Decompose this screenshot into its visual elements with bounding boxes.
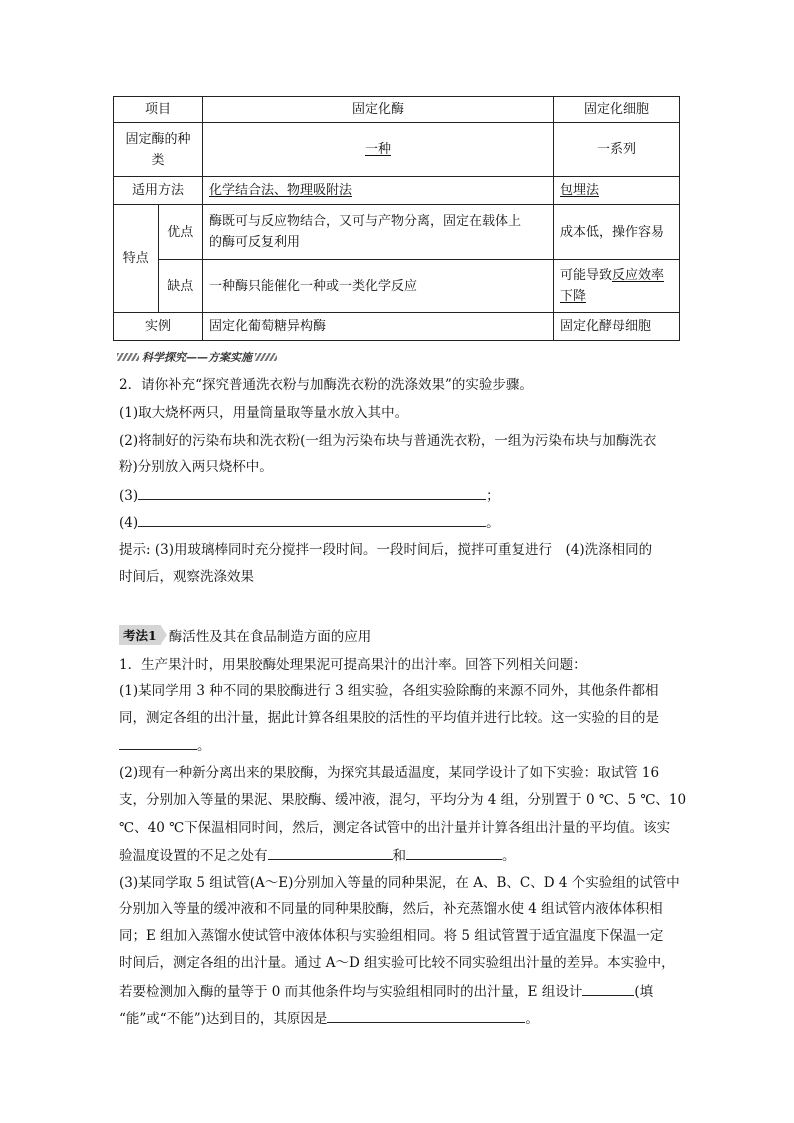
q1-part2: 支，分别加入等量的果泥、果胶酶、缓冲液，混匀，平均分为 4 组，分别置于 0 ℃、5 ℃、10 xyxy=(119,792,687,808)
types-cell: 一系列 xyxy=(554,123,680,177)
q1-part3: 分别加入等量的缓冲液和不同量的同种果胶酶，然后，补充蒸馏水使 4 组试管内液体体积相 xyxy=(119,901,663,917)
q1-part3: 时间后，测定各组的出汁量。通过 A～D 组实验可比较不同实验组出汁量的差异。本实验中， xyxy=(119,955,675,971)
types-enzyme xyxy=(203,123,554,177)
q1-part1: 同，测定各组的出汁量，据此计算各组果胶的活性的平均值并进行比较。这一实验的目的是 xyxy=(119,710,659,726)
decorative-slashes-icon xyxy=(117,353,139,361)
decorative-slashes-icon xyxy=(255,353,277,361)
q1-part3 xyxy=(119,981,653,1002)
q1-part1-end: 。 xyxy=(197,738,211,754)
pros-label: 优点 xyxy=(158,205,203,260)
header-cell: 固定化细胞 xyxy=(554,97,680,123)
q2-hint: 提示: (3)用玻璃棒同时充分搅拌一段时间。一段时间后，搅拌可重复进行 (4)洗涤相同的 xyxy=(119,542,653,558)
section-banner xyxy=(117,349,277,365)
table-row xyxy=(114,123,680,177)
header-item: 项目 xyxy=(114,97,203,123)
q1-part2 xyxy=(119,845,516,866)
q1-part2-prefix: 验温度设置的不足之处有 xyxy=(119,848,268,864)
q2-hint: 时间后，观察洗涤效果 xyxy=(119,569,254,585)
q1-part3-prefix: 若要检测加入酶的量等于 0 而其他条件均与实验组相同时的出汁量，E 组设计 xyxy=(119,984,583,1000)
q1-part2-mid: 和 xyxy=(392,848,406,864)
q2-step2: 粉)分别放入两只烧杯中。 xyxy=(119,459,273,475)
q1-part1: (1)某同学用 3 种不同的果胶酶进行 3 组实验，各组实验除酶的来源不同外，其他条件都相 xyxy=(119,683,659,699)
q2-step1: (1)取大烧杯两只，用量筒量取等量水放入其中。 xyxy=(119,405,409,421)
q2-step4-end: 。 xyxy=(486,515,500,531)
q1-part3-end: 。 xyxy=(525,1011,539,1027)
table-row xyxy=(114,177,680,205)
q1-part1 xyxy=(119,735,211,756)
cons-cell xyxy=(554,260,680,313)
cons-cell-line xyxy=(560,286,673,307)
q1-part3: 同；E 组加入蒸馏水使试管中液体体积与实验组相同。将 5 组试管置于适宜温度下保温一定 xyxy=(119,928,664,944)
example-cell: 固定化酵母细胞 xyxy=(554,313,680,341)
q1-part3: (3)某同学取 5 组试管(A～E)分别加入等量的同种果泥，在 A、B、C、D 4 个实验组的试管中 xyxy=(119,875,680,891)
q2-step2: (2)将制好的污染布块和洗衣粉(一组为污染布块与普通洗衣粉，一组为污染布块与加酶洗衣 xyxy=(119,433,657,449)
example-enzyme: 固定化葡萄糖异构酶 xyxy=(203,313,554,341)
answer-blank[interactable] xyxy=(327,1008,525,1023)
types-enzyme-answer: 一种 xyxy=(364,142,391,157)
method-tag-label: 考法1 xyxy=(119,625,161,645)
method-tag xyxy=(119,625,371,645)
q2-step3 xyxy=(119,485,500,506)
pros-enzyme-line: 酶既可与反应物结合，又可与产物分离，固定在载体上 xyxy=(209,214,522,229)
methods-enzyme-answer: 化学结合法、物理吸附法 xyxy=(209,183,353,198)
q1-part3-end: (填 xyxy=(634,984,654,1000)
table-row xyxy=(114,313,680,341)
answer-blank[interactable] xyxy=(406,845,502,860)
q1-part3-prefix: “能”或“不能”)达到目的，其原因是 xyxy=(119,1011,328,1027)
q1-part2: (2)现有一种新分离出来的果胶酶，为探究其最适温度，某同学设计了如下实验：取试管 16 xyxy=(119,765,660,781)
answer-blank[interactable] xyxy=(582,981,634,996)
cons-cell-answer: 下降 xyxy=(560,289,587,304)
q1-title: 1．生产果汁时，用果胶酶处理果泥可提高果汁的出汁率。回答下列相关问题： xyxy=(119,657,587,673)
methods-enzyme xyxy=(203,177,554,205)
features-label: 特点 xyxy=(114,205,159,313)
q1-part3 xyxy=(119,1008,539,1029)
methods-label: 适用方法 xyxy=(114,177,203,205)
cons-cell-answer: 反应效率 xyxy=(612,268,665,283)
method-tag-title: 酶活性及其在食品制造方面的应用 xyxy=(168,629,372,645)
header-enzyme: 固定化酶 xyxy=(203,97,554,123)
q2-title: 2．请你补充“探究普通洗衣粉与加酶洗衣粉的洗涤效果”的实验步骤。 xyxy=(119,377,533,393)
table-row xyxy=(114,205,680,260)
types-label-line: 类 xyxy=(151,152,165,168)
answer-blank[interactable] xyxy=(138,512,486,527)
answer-blank[interactable] xyxy=(138,485,486,500)
q2-step3-end: ； xyxy=(486,488,500,504)
pros-enzyme xyxy=(203,205,554,260)
types-label-line: 固定酶的种 xyxy=(125,131,191,147)
q2-step3-prefix: (3) xyxy=(119,488,139,504)
q2-step4 xyxy=(119,512,500,533)
q1-part2-end: 。 xyxy=(502,848,516,864)
methods-cell-answer: 包埋法 xyxy=(560,183,600,198)
answer-blank[interactable] xyxy=(268,845,393,860)
types-label xyxy=(114,123,203,177)
cons-label: 缺点 xyxy=(158,260,203,313)
comparison-table xyxy=(113,96,680,341)
methods-cell xyxy=(554,177,680,205)
example-label: 实例 xyxy=(114,313,203,341)
tag-arrow-icon xyxy=(161,626,167,644)
answer-blank[interactable] xyxy=(119,735,197,750)
cons-cell-text: 可能导致 xyxy=(560,268,613,283)
cons-enzyme: 一种酶只能催化一种或一类化学反应 xyxy=(203,260,554,313)
cons-cell-line xyxy=(560,265,673,286)
pros-enzyme-line: 的酶可反复利用 xyxy=(209,235,301,250)
table-row xyxy=(114,260,680,313)
pros-cell: 成本低，操作容易 xyxy=(554,205,680,260)
q1-part2: ℃、40 ℃下保温相同时间，然后，测定各试管中的出汁量并计算各组出汁量的平均值。该实 xyxy=(119,820,671,836)
table-row xyxy=(114,97,680,123)
section-banner-text: 科学探究——方案实施 xyxy=(142,351,252,364)
q2-step4-prefix: (4) xyxy=(119,515,139,531)
